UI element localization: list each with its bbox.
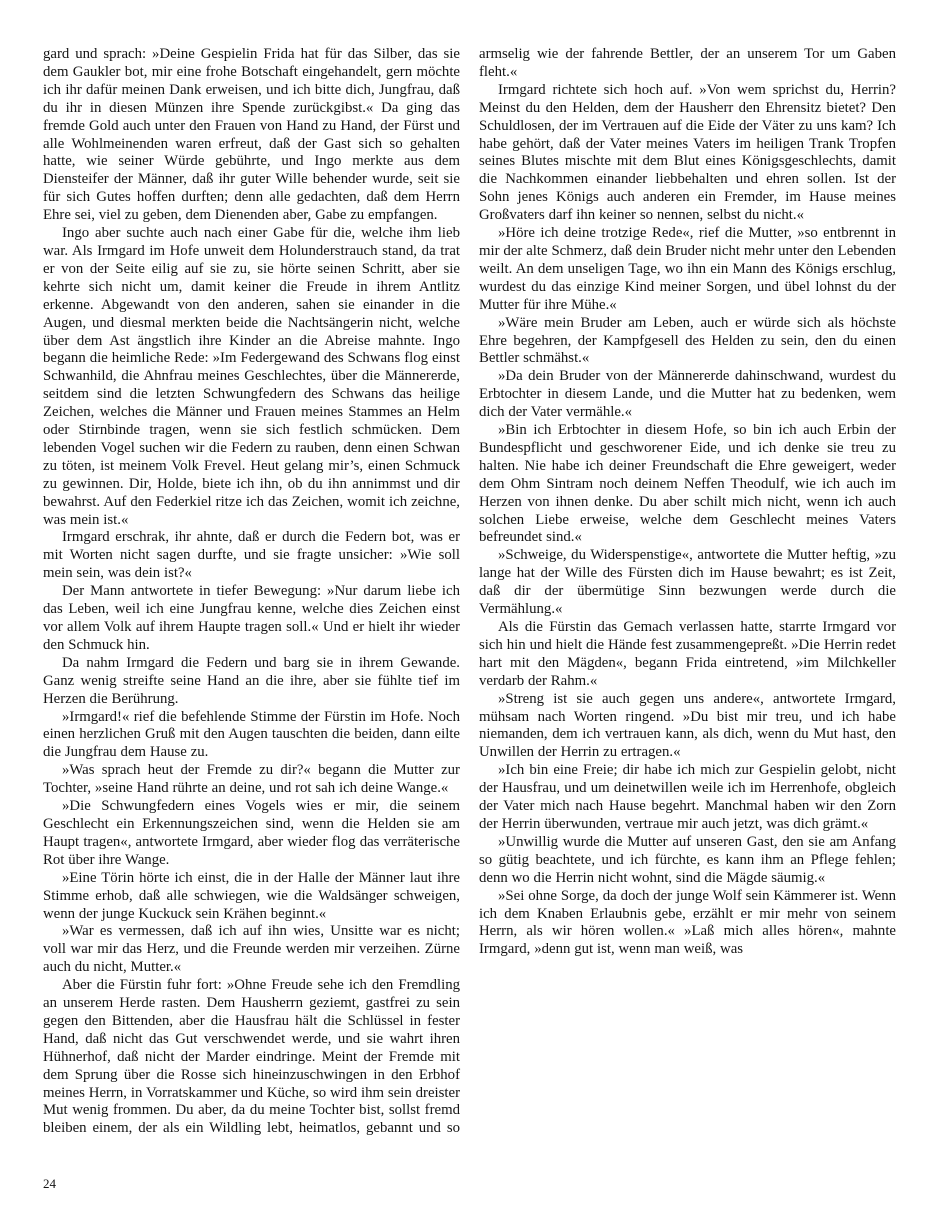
paragraph: »Streng ist sie auch gegen uns andere«, antwortete Irmgard, mühsam nach Worten ringend. »Du bist mir treu, und ich habe niemanden, dem ich vertrauen kann, als dich, wenn du Mut hast, den Unwillen der Herrin zu ertragen.« [479, 690, 896, 761]
paragraph: »Eine Törin hörte ich einst, die in der Halle der Männer laut ihre Stimme erhob, daß alle schwiegen, wie die Waldsänger schweigen, wenn der junge Kuckuck sein Krähen beginnt.« [43, 869, 460, 922]
text-columns [43, 46, 896, 1156]
paragraph: Aber die Fürstin fuhr fort: »Ohne Freude sehe ich den Fremdling an unserem Herde rasten. Dem Hausherrn geziemt, gastfrei zu sein gegen den Bittenden, aber die Hausfrau hält die Schlüssel in fester Hand, daß nicht das Gut verschwendet werde, und sie wahrt ihren Hühnerhof, daß nicht der Marder eindringe. Meint der Fremde mit dem Sprung über die Rosse sich hineinzuschwingen in den Erbhof meines Herrn, in Vorratskammer und Küche, so wird ihm sein dreister Mut wenig frommen. Du aber, da du meine Tochter bist, sollst fremd bleiben einem, der als ein Wildling lebt, heimatlos, gebannt und so armselig wie der fahrende Bettler, der an unserem Tor um Gaben fleht.« [43, 46, 896, 1137]
paragraph: »Ich bin eine Freie; dir habe ich mich zur Gespielin gelobt, nicht der Hausfrau, und um deinetwillen weile ich im Herrenhofe, obgleich der Vater mich nach Hause begehrt. Manchmal haben wir den Zorn der Herrin überwunden, vertraue mir auch jetzt, was dich grämt.« [479, 762, 896, 832]
paragraph: Ingo aber suchte auch nach einer Gabe für die, welche ihm lieb war. Als Irmgard im Hofe unweit dem Holunderstrauch stand, da trat er von der Seite eilig auf sie zu, sie hörte seinen Schritt, aber sie kehrte sich nicht um, damit keiner die Freude in ihrem Antlitz erkenne. Abgewandt von den anderen, sahen sie einander in die Augen, und diesmal merkten beide die Nachtsängerin nicht, welche über dem Ast ängstlich ihre Kinder an die Abreise mahnte. Ingo begann die heimliche Rede: »Im Federgewand des Schwans flog einst Schwanhild, die Ahnfrau meines Geschlechtes, über die Männererde, seitdem sind die letzten Schwungfedern des Schwans das heilige Zeichen, welches die Männer und Frauen meines Stammes an Helm oder Stirnbinde tragen, wenn sie sich festlich schmücken. Dem lebenden Vogel suchen wir die Federn zu rauben, denn einen Schwan zu töten, ist meinem Volk Frevel. Heut gelang mir’s, einen Schmuck zu gewinnen. Dir, Holde, biete ich ihn, ob du ihn annimmst und dir bewahrst. Auf den Federkiel ritze ich das Zeichen, womit ich zeichne, was mein ist.« [43, 225, 460, 528]
paragraph: »Sei ohne Sorge, da doch der junge Wolf sein Kämmerer ist. Wenn ich dem Knaben Erlaubnis gebe, erzählt er mir mehr von seinem Herrn, als wir hören wollen.« »Laß mich alles hören«, mahnte Irmgard, »denn gut ist, wenn man weiß, was [479, 887, 896, 958]
paragraph: Der Mann antwortete in tiefer Bewegung: »Nur darum liebe ich das Leben, weil ich eine Jungfrau kenne, welche dies Zeichen einst vor allem Volk auf ihrem Haupte tragen soll.« Und er hielt ihr wieder den Schmuck hin. [43, 583, 460, 653]
paragraph: »Die Schwungfedern eines Vogels wies er mir, die seinem Geschlecht ein Erkennungszeichen sind, wenn die Helden sie am Haupt tragen«, antwortete Irmgard, aber wieder flog das verräterische Rot über ihre Wange. [43, 798, 460, 868]
paragraph: »Da dein Bruder von der Männererde dahinschwand, wurdest du Erbtochter in diesem Lande, und die Mutter hat zu bedenken, wem dich der Vater vermähle.« [479, 368, 896, 421]
paragraph: »Was sprach heut der Fremde zu dir?« begann die Mutter zur Tochter, »seine Hand rührte an deine, und rot sah ich deine Wange.« [43, 762, 460, 797]
paragraph: »Unwillig wurde die Mutter auf unseren Gast, den sie am Anfang so gütig beachtete, und ich fürchte, es kann ihm an Pflege fehlen; denn wo die Herrin nicht wohnt, sind die Mägde säumig.« [479, 833, 896, 886]
paragraph: Irmgard erschrak, ihr ahnte, daß er durch die Federn bot, was er mit Worten nicht sagen durfte, und sie fragte unsicher: »Wie soll mein sein, was dein ist?« [43, 529, 460, 582]
page-number: 24 [43, 1176, 56, 1191]
paragraph: »Bin ich Erbtochter in diesem Hofe, so bin ich auch Erbin der Bundespflicht und geschworener Eide, und ich denke sie treu zu halten. Nie habe ich deiner Freundschaft die Ehre geweigert, weder dem Ohm Sintram noch deinem Neffen Theodulf, wie ich auch im Herzen von ihnen denke. Du aber schilt mich nicht, wenn ich auch solchen Liebe erweise, welche dem Geschlecht meines Vaters befreundet sind.« [479, 422, 896, 546]
paragraph: Da nahm Irmgard die Federn und barg sie in ihrem Gewande. Ganz wenig streifte seine Hand an die ihre, aber sie fühlte tief im Herzen die Berührung. [43, 654, 460, 707]
paragraph: »War es vermessen, daß ich auf ihn wies, Unsitte war es nicht; voll war mir das Herz, und die Freunde werden mir verzeihen. Zürne auch du nicht, Mutter.« [43, 923, 460, 976]
paragraph: »Wäre mein Bruder am Leben, auch er würde sich als höchste Ehre begehren, der Kampfgesell des Helden zu sein, den du einen Bettler schmähst.« [479, 314, 896, 367]
paragraph: »Irmgard!« rief die befehlende Stimme der Fürstin im Hofe. Noch einen herzlichen Gruß mit den Augen tauschten die beiden, dann eilte die Jungfrau dem Hause zu. [43, 708, 460, 761]
paragraph: »Höre ich deine trotzige Rede«, rief die Mutter, »so entbrennt in mir der alte Schmerz, daß dein Bruder nicht mehr unter den Lebenden weilt. An dem unseligen Tage, wo ihn ein Mann des Königs erschlug, wurdest du das einzige Kind meiner Sorgen, und übel lohnst du der Mutter für ihre Mühe.« [479, 225, 896, 313]
paragraph: gard und sprach: »Deine Gespielin Frida hat für das Silber, das sie dem Gaukler bot, mir eine frohe Botschaft eingehandelt, gern möchte ich ihr dafür meinen Dank erweisen, und ich bitte dich, Jungfrau, daß du ihr in diesen Münzen ihre Spende zurückgibst.« Da ging das fremde Gold auch unter den Frauen von Hand zu Hand, der Fürst und alle Wohlmeinenden waren erfreut, daß der Gast sich so gehalten hatte, wie seiner Würde gebührte, und Ingo merkte aus dem Diensteifer der Männer, daß ihr guter Wille behender wurde, seit sie für sich Gutes hoffen durften; denn alle gedachten, daß dem Herrn Ehre sei, viel zu geben, dem Dienenden aber, Gabe zu empfangen. [43, 46, 460, 224]
paragraph: Als die Fürstin das Gemach verlassen hatte, starrte Irmgard vor sich hin und hielt die Hände fest zusammengepreßt. »Die Herrin redet hart mit den Mägden«, begann Frida eintretend, »im Milchkeller verdarb der Rahm.« [479, 619, 896, 689]
paragraph: Irmgard richtete sich hoch auf. »Von wem sprichst du, Herrin? Meinst du den Helden, dem der Hausherr den Ehrensitz bietet? Den Schuldlosen, der im Vertrauen auf die Eide der Väter zu uns kam? Ich habe gehört, daß der Vater meines Vaters im heiligen Trank Tropfen seines Blutes mischte mit dem Blut eines Königsgeschlechts, damit die Nachkommen einander liebbehalten und ehren sollen. Ist der Sohn jenes Königs auch anderen ein Fremder, im Hause meines Großvaters darf ihn keiner so nennen, selbst du nicht.« [479, 81, 896, 224]
paragraph: »Schweige, du Widerspenstige«, antwortete die Mutter heftig, »zu lange hat der Wille des Fürsten dich im Hause bewahrt; es ist Zeit, daß dir der übermütige Sinn bezwungen werde durch die Vermählung.« [479, 547, 896, 618]
